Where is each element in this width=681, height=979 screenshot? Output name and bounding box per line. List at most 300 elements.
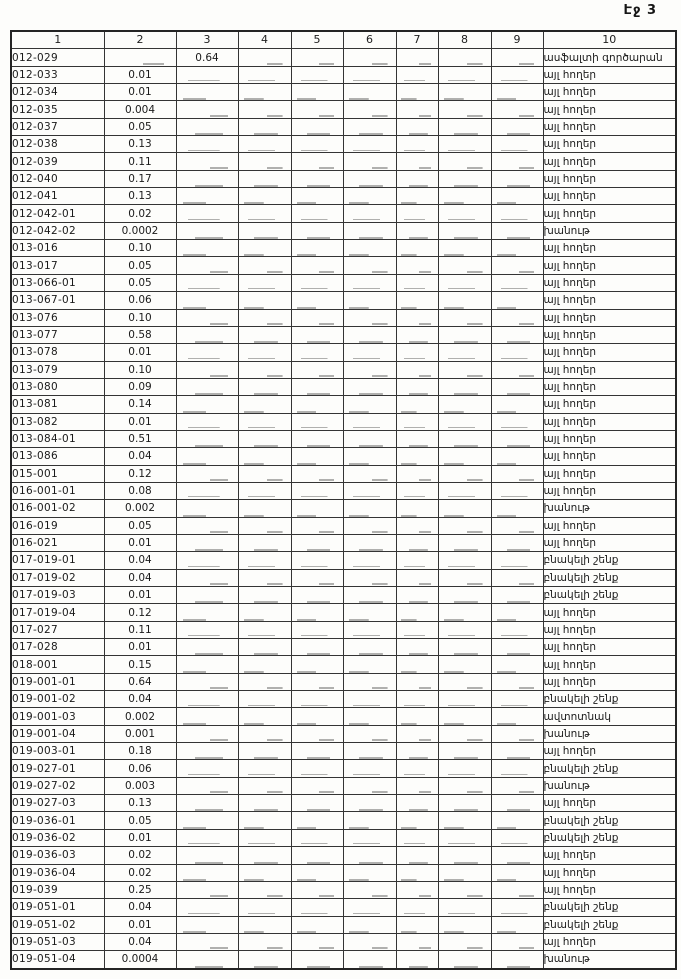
- cell-empty: [291, 847, 343, 864]
- cell-parcel-code: 019-036-01: [11, 812, 104, 829]
- cell-area-value-2: [176, 951, 238, 969]
- header-cell: 2: [104, 31, 176, 49]
- cell-land-use: այլ հողեր: [543, 396, 676, 413]
- cell-empty: [438, 517, 491, 534]
- cell-empty: [438, 777, 491, 794]
- cell-area-value-2: [176, 899, 238, 916]
- cell-empty: [291, 101, 343, 118]
- cell-empty: [238, 170, 291, 187]
- cell-land-use: այլ հողեր: [543, 604, 676, 621]
- cell-empty: [396, 430, 438, 447]
- cell-land-use: այլ հողեր: [543, 361, 676, 378]
- cell-parcel-code: 019-001-02: [11, 691, 104, 708]
- cell-empty: [438, 482, 491, 499]
- cell-area-value: 0.01: [104, 829, 176, 846]
- cell-empty: [396, 66, 438, 83]
- cell-empty: [396, 812, 438, 829]
- cell-land-use: այլ հողեր: [543, 881, 676, 898]
- table-row: [11, 812, 676, 829]
- cell-empty: [491, 951, 543, 969]
- cell-parcel-code: 019-001-03: [11, 708, 104, 725]
- header-cell: 3: [176, 31, 238, 49]
- cell-parcel-code: 013-017: [11, 257, 104, 274]
- table-row: [11, 222, 676, 239]
- cell-empty: [438, 257, 491, 274]
- cell-land-use: բնակելի շենք: [543, 587, 676, 604]
- cell-area-value: 0.01: [104, 916, 176, 933]
- header-cell: 9: [491, 31, 543, 49]
- cell-empty: [396, 361, 438, 378]
- cell-empty: [396, 49, 438, 66]
- cell-empty: [438, 205, 491, 222]
- cell-empty: [438, 188, 491, 205]
- cell-parcel-code: 012-037: [11, 118, 104, 135]
- cell-empty: [238, 222, 291, 239]
- cell-empty: [238, 84, 291, 101]
- cell-empty: [343, 760, 396, 777]
- cell-area-value: 0.58: [104, 326, 176, 343]
- cell-parcel-code: 017-019-04: [11, 604, 104, 621]
- cell-empty: [396, 916, 438, 933]
- table-row: [11, 847, 676, 864]
- cell-empty: [238, 292, 291, 309]
- table-row: [11, 205, 676, 222]
- cell-empty: [343, 517, 396, 534]
- cell-parcel-code: 012-042-02: [11, 222, 104, 239]
- cell-area-value: 0.004: [104, 101, 176, 118]
- cell-empty: [238, 534, 291, 551]
- cell-empty: [238, 864, 291, 881]
- cell-empty: [491, 465, 543, 482]
- cell-empty: [438, 864, 491, 881]
- cell-area-value: 0.01: [104, 639, 176, 656]
- cell-empty: [238, 725, 291, 742]
- cell-parcel-code: 019-027-01: [11, 760, 104, 777]
- cell-land-use: այլ հողեր: [543, 292, 676, 309]
- cell-parcel-code: 012-038: [11, 136, 104, 153]
- cell-empty: [238, 66, 291, 83]
- cell-empty: [396, 517, 438, 534]
- cell-empty: [438, 587, 491, 604]
- cell-land-use: բնակելի շենք: [543, 899, 676, 916]
- table-row: [11, 430, 676, 447]
- cell-empty: [343, 587, 396, 604]
- table-row: [11, 569, 676, 586]
- cell-parcel-code: 013-084-01: [11, 430, 104, 447]
- table-row: [11, 829, 676, 846]
- cell-empty: [491, 309, 543, 326]
- cell-empty: [438, 916, 491, 933]
- cell-land-use: այլ հողեր: [543, 534, 676, 551]
- cell-area-value-2: [176, 413, 238, 430]
- cell-area-value: 0.01: [104, 344, 176, 361]
- cell-area-value: 0.01: [104, 66, 176, 83]
- cell-empty: [343, 465, 396, 482]
- cell-area-value-2: [176, 396, 238, 413]
- cell-area-value-2: [176, 777, 238, 794]
- cell-empty: [438, 413, 491, 430]
- cell-empty: [491, 188, 543, 205]
- cell-empty: [291, 517, 343, 534]
- cell-empty: [491, 933, 543, 950]
- header-cell: 8: [438, 31, 491, 49]
- cell-empty: [396, 240, 438, 257]
- cell-land-use: ասֆալտի գործարան: [543, 49, 676, 66]
- cell-empty: [438, 621, 491, 638]
- cell-empty: [238, 205, 291, 222]
- cell-empty: [491, 136, 543, 153]
- cell-land-use: ավտոտնակ: [543, 708, 676, 725]
- table-row: [11, 66, 676, 83]
- cell-empty: [291, 413, 343, 430]
- cell-land-use: այլ հողեր: [543, 656, 676, 673]
- cell-empty: [491, 777, 543, 794]
- cell-empty: [291, 933, 343, 950]
- cell-empty: [238, 430, 291, 447]
- cell-area-value: 0.08: [104, 482, 176, 499]
- cell-empty: [438, 465, 491, 482]
- cell-empty: [343, 812, 396, 829]
- table-row: [11, 864, 676, 881]
- cell-empty: [291, 656, 343, 673]
- header-cell: 6: [343, 31, 396, 49]
- table-row: [11, 760, 676, 777]
- table-row: [11, 136, 676, 153]
- cell-land-use: բնակելի շենք: [543, 812, 676, 829]
- cell-empty: [438, 378, 491, 395]
- table-row: [11, 274, 676, 291]
- table-row: [11, 587, 676, 604]
- cell-land-use: խանութ: [543, 222, 676, 239]
- cell-empty: [396, 101, 438, 118]
- cell-area-value-2: [176, 170, 238, 187]
- cell-empty: [343, 656, 396, 673]
- cell-empty: [343, 170, 396, 187]
- table-row: [11, 240, 676, 257]
- table-row: [11, 933, 676, 950]
- cell-parcel-code: 019-027-03: [11, 795, 104, 812]
- cell-empty: [291, 534, 343, 551]
- cell-empty: [291, 448, 343, 465]
- cell-area-value-2: [176, 292, 238, 309]
- cell-area-value: 0.25: [104, 881, 176, 898]
- cell-parcel-code: 019-036-02: [11, 829, 104, 846]
- cell-empty: [291, 743, 343, 760]
- cell-area-value: 0.05: [104, 812, 176, 829]
- cell-parcel-code: 017-019-03: [11, 587, 104, 604]
- cell-empty: [291, 673, 343, 690]
- cell-empty: [438, 656, 491, 673]
- table-row: [11, 777, 676, 794]
- table-row: [11, 309, 676, 326]
- cell-area-value: 0.003: [104, 777, 176, 794]
- cell-empty: [238, 673, 291, 690]
- cell-area-value-2: [176, 309, 238, 326]
- cell-empty: [491, 621, 543, 638]
- cell-empty: [291, 430, 343, 447]
- cell-area-value: 0.18: [104, 743, 176, 760]
- cell-area-value-2: [176, 118, 238, 135]
- cell-empty: [343, 708, 396, 725]
- cell-area-value: 0.13: [104, 136, 176, 153]
- cell-empty: [438, 725, 491, 742]
- cell-empty: [396, 587, 438, 604]
- cell-empty: [291, 361, 343, 378]
- cell-area-value-2: [176, 725, 238, 742]
- cell-empty: [438, 569, 491, 586]
- table-row: [11, 604, 676, 621]
- cell-empty: [396, 847, 438, 864]
- cell-empty: [396, 899, 438, 916]
- cell-parcel-code: 019-051-03: [11, 933, 104, 950]
- cell-empty: [238, 812, 291, 829]
- cell-empty: [291, 274, 343, 291]
- cell-area-value-2: [176, 66, 238, 83]
- cell-empty: [491, 482, 543, 499]
- cell-area-value: 0.002: [104, 708, 176, 725]
- cell-empty: [396, 569, 438, 586]
- cell-empty: [491, 413, 543, 430]
- cell-land-use: այլ հողեր: [543, 118, 676, 135]
- cell-area-value-2: [176, 326, 238, 343]
- cell-area-value: 0.06: [104, 760, 176, 777]
- cell-area-value-2: [176, 534, 238, 551]
- table-row: [11, 639, 676, 656]
- table-row: [11, 795, 676, 812]
- cell-empty: [291, 951, 343, 969]
- cell-empty: [396, 743, 438, 760]
- cell-empty: [238, 136, 291, 153]
- table-body: [11, 49, 676, 969]
- cell-empty: [438, 552, 491, 569]
- cell-land-use: այլ հողեր: [543, 378, 676, 395]
- cell-empty: [238, 309, 291, 326]
- cell-area-value: 0.11: [104, 153, 176, 170]
- cell-empty: [343, 66, 396, 83]
- cell-parcel-code: 013-016: [11, 240, 104, 257]
- cell-area-value: 0.05: [104, 257, 176, 274]
- cell-empty: [291, 344, 343, 361]
- cell-empty: [396, 725, 438, 742]
- cell-land-use: այլ հողեր: [543, 465, 676, 482]
- cell-empty: [238, 881, 291, 898]
- cell-empty: [491, 170, 543, 187]
- cell-empty: [491, 604, 543, 621]
- cell-empty: [438, 361, 491, 378]
- cell-empty: [291, 552, 343, 569]
- table-row: [11, 708, 676, 725]
- cell-empty: [491, 725, 543, 742]
- table-row: [11, 482, 676, 499]
- cell-area-value: 0.0004: [104, 951, 176, 969]
- cell-empty: [438, 396, 491, 413]
- cell-empty: [491, 673, 543, 690]
- cell-empty: [343, 84, 396, 101]
- cell-parcel-code: 012-033: [11, 66, 104, 83]
- cell-empty: [343, 933, 396, 950]
- cell-empty: [491, 760, 543, 777]
- cell-empty: [238, 569, 291, 586]
- cell-empty: [438, 49, 491, 66]
- cell-empty: [396, 656, 438, 673]
- cell-land-use: այլ հողեր: [543, 84, 676, 101]
- cell-area-value: 0.51: [104, 430, 176, 447]
- cell-area-value: 0.05: [104, 517, 176, 534]
- cell-empty: [343, 292, 396, 309]
- cell-parcel-code: 013-066-01: [11, 274, 104, 291]
- cell-parcel-code: 017-028: [11, 639, 104, 656]
- cell-empty: [491, 795, 543, 812]
- cell-empty: [396, 205, 438, 222]
- cell-land-use: այլ հողեր: [543, 205, 676, 222]
- cell-parcel-code: 013-067-01: [11, 292, 104, 309]
- cell-empty: [491, 344, 543, 361]
- cell-empty: [343, 829, 396, 846]
- cell-land-use: այլ հողեր: [543, 257, 676, 274]
- cell-area-value-2: [176, 361, 238, 378]
- header-cell: 7: [396, 31, 438, 49]
- cell-area-value: 0.01: [104, 84, 176, 101]
- cell-empty: [491, 396, 543, 413]
- cell-empty: [491, 257, 543, 274]
- table-row: [11, 118, 676, 135]
- cell-area-value: 0.02: [104, 847, 176, 864]
- table-row: [11, 725, 676, 742]
- cell-empty: [396, 326, 438, 343]
- cell-area-value: 0.04: [104, 691, 176, 708]
- table-row: [11, 534, 676, 551]
- cell-empty: [343, 274, 396, 291]
- cell-empty: [238, 777, 291, 794]
- cell-empty: [491, 378, 543, 395]
- cell-empty: [343, 448, 396, 465]
- cell-parcel-code: 013-082: [11, 413, 104, 430]
- cell-land-use: բնակելի շենք: [543, 916, 676, 933]
- cell-parcel-code: 019-003-01: [11, 743, 104, 760]
- cell-empty: [238, 933, 291, 950]
- cell-empty: [343, 118, 396, 135]
- cell-empty: [438, 812, 491, 829]
- cell-land-use: բնակելի շենք: [543, 760, 676, 777]
- cell-empty: [491, 274, 543, 291]
- cell-parcel-code: 019-027-02: [11, 777, 104, 794]
- cell-parcel-code: 012-040: [11, 170, 104, 187]
- cell-land-use: այլ հողեր: [543, 274, 676, 291]
- cell-empty: [438, 604, 491, 621]
- cell-empty: [291, 829, 343, 846]
- cell-area-value-2: [176, 639, 238, 656]
- cell-empty: [396, 292, 438, 309]
- cell-empty: [491, 49, 543, 66]
- cell-land-use: խանութ: [543, 500, 676, 517]
- cell-empty: [438, 534, 491, 551]
- cell-empty: [491, 430, 543, 447]
- cell-area-value: [104, 49, 176, 66]
- cell-parcel-code: 019-051-01: [11, 899, 104, 916]
- cell-empty: [238, 49, 291, 66]
- cell-empty: [343, 534, 396, 551]
- cell-parcel-code: 018-001: [11, 656, 104, 673]
- cell-empty: [396, 691, 438, 708]
- cell-empty: [238, 517, 291, 534]
- cell-empty: [291, 760, 343, 777]
- cell-empty: [396, 136, 438, 153]
- cell-empty: [238, 378, 291, 395]
- cell-area-value-2: [176, 552, 238, 569]
- cell-empty: [491, 240, 543, 257]
- cell-empty: [438, 899, 491, 916]
- cell-empty: [343, 500, 396, 517]
- cell-empty: [491, 326, 543, 343]
- cell-parcel-code: 016-001-02: [11, 500, 104, 517]
- cell-empty: [343, 413, 396, 430]
- cell-area-value-2: [176, 430, 238, 447]
- cell-area-value-2: [176, 205, 238, 222]
- cell-empty: [238, 951, 291, 969]
- cell-empty: [396, 881, 438, 898]
- table-row: [11, 517, 676, 534]
- cell-empty: [238, 621, 291, 638]
- cell-empty: [343, 344, 396, 361]
- cell-empty: [291, 587, 343, 604]
- cell-parcel-code: 016-019: [11, 517, 104, 534]
- cell-area-value: 0.10: [104, 240, 176, 257]
- cell-area-value: 0.04: [104, 899, 176, 916]
- cell-parcel-code: 017-027: [11, 621, 104, 638]
- cell-land-use: բնակելի շենք: [543, 552, 676, 569]
- cell-area-value: 0.04: [104, 552, 176, 569]
- table-row: [11, 916, 676, 933]
- cell-empty: [438, 222, 491, 239]
- cell-parcel-code: 013-081: [11, 396, 104, 413]
- cell-empty: [291, 639, 343, 656]
- cell-empty: [238, 240, 291, 257]
- cell-parcel-code: 013-079: [11, 361, 104, 378]
- cell-empty: [343, 691, 396, 708]
- cell-empty: [491, 569, 543, 586]
- cell-area-value: 0.0002: [104, 222, 176, 239]
- cell-land-use: այլ հողեր: [543, 240, 676, 257]
- cell-parcel-code: 012-042-01: [11, 205, 104, 222]
- cell-land-use: այլ հողեր: [543, 413, 676, 430]
- cell-empty: [238, 274, 291, 291]
- cell-area-value: 0.04: [104, 569, 176, 586]
- cell-empty: [238, 257, 291, 274]
- cell-empty: [291, 916, 343, 933]
- table-row: [11, 621, 676, 638]
- cell-area-value-2: [176, 673, 238, 690]
- cell-empty: [396, 465, 438, 482]
- cell-empty: [343, 205, 396, 222]
- table-row: [11, 326, 676, 343]
- cell-empty: [238, 760, 291, 777]
- cell-empty: [491, 708, 543, 725]
- cell-empty: [238, 656, 291, 673]
- cell-area-value: 0.15: [104, 656, 176, 673]
- cell-empty: [396, 639, 438, 656]
- cell-parcel-code: 019-039: [11, 881, 104, 898]
- cell-area-value: 0.01: [104, 587, 176, 604]
- cell-empty: [238, 500, 291, 517]
- cell-area-value-2: 0.64: [176, 49, 238, 66]
- cell-empty: [291, 621, 343, 638]
- cell-parcel-code: 012-034: [11, 84, 104, 101]
- cell-empty: [491, 66, 543, 83]
- cell-parcel-code: 013-076: [11, 309, 104, 326]
- cell-empty: [491, 587, 543, 604]
- cell-empty: [396, 933, 438, 950]
- cell-empty: [491, 899, 543, 916]
